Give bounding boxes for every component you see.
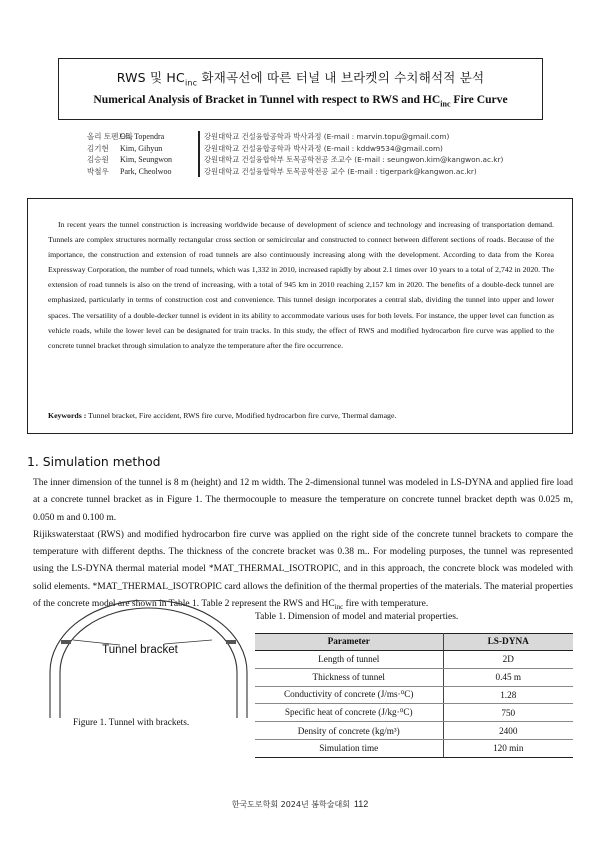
author-name-english: Kim, Gihyun <box>120 143 163 153</box>
table-cell: 2D <box>443 651 573 669</box>
page-footer <box>0 799 600 810</box>
abstract-box <box>27 198 573 434</box>
author-divider <box>198 131 200 177</box>
table-cell: Density of concrete (kg/m³) <box>255 722 443 740</box>
section-heading: 1. Simulation method <box>27 454 161 469</box>
paragraph: Rijikswaterstaat (RWS) and modified hydrocarbon fire curve was applied on the right side of the concrete tunnel brackets to compare the temperature with different depths. The thickness of the concrete bracket was 0.38 m.. For modeling purposes, the tunnel was represented using the LS-DYNA thermal material model *MAT_THERMAL_ISOTROPIC, and in this approach, the concrete block was modeled with solid elements. *MAT_THERMAL_ISOTROPIC card allows the definition of the thermal properties of the materials. The material properties of the concrete model are shown in Table 1. Table 2 represent the RWS and $HC_{inc}$ fire with temperature. <box>33 529 573 611</box>
figure-caption: Figure 1. Tunnel with brackets. <box>73 718 190 728</box>
figure-label: Tunnel bracket <box>102 644 178 656</box>
author-row <box>87 166 527 178</box>
table-row <box>255 704 573 722</box>
author-name-english: Oli, Topendra <box>120 132 165 141</box>
bracket-right <box>226 640 236 644</box>
table-cell: Simulation time <box>255 739 443 757</box>
page-number: 112 <box>353 799 369 809</box>
table-row <box>255 651 573 669</box>
title-english: Numerical Analysis of Bracket in Tunnel with respect to RWS and $HC_{inc}$ Fire Curve <box>93 93 508 109</box>
abstract-text: In recent years the tunnel construction is increasing worldwide because of development of science and technology and increasing of transportation demand. Tunnels are complex structures normally rectangular cross section or semicircular and constructed to connect between different sections of roads. Because of the importance, the construction and extension of road tunnels are also continuously increasing along with the development. According to data from the Korea Expressway Corporation, the number of road tunnels, which was 1,332 in 2010, increased rapidly by about 2.1 times over 10 years to a total of 2,742 in 2020. The extension of road tunnels is also on the trend of increasing, with a total of 945 km in 2010 reaching 2,157 km in 2020. The benefits of a double-deck tunnel are emphasized, particularly in terms of construction cost and convenience. This tunnel design incorporates a central slab, dividing the tunnel into upper and lower spaces. The versatility of a double-decker tunnel is evident in its ability to accommodate various uses for both levels. For instance, the upper level can function as vehicle roads, while the lower level can be designated for train tracks. In this study, the effect of RWS and modified hydrocarbon fire curve was applied to the concrete tunnel bracket through simulation to analyze the temperature after the fire occurrence. <box>48 220 554 350</box>
table-cell: Specific heat of concrete (J/kg·⁰C) <box>255 704 443 722</box>
table-cell: 2400 <box>443 722 573 740</box>
author-affiliation: 강원대학교 건설융합학부 토목공학전공 교수 (E-mail : tigerpark@kangwon.ac.kr) <box>204 166 477 176</box>
footer-text: 한국도로학회 2024년 봄학술대회 <box>231 800 350 809</box>
table-cell: 120 min <box>443 739 573 757</box>
keywords-text: Tunnel bracket, Fire accident, RWS fire curve, Modified hydrocarbon fire curve, Thermal damage. <box>88 411 397 420</box>
author-name-korean: 올리 토펜드라 <box>87 132 133 141</box>
author-name-korean: 박철우 <box>87 166 109 176</box>
properties-table <box>255 633 573 758</box>
title-box <box>58 58 543 120</box>
table-header-row <box>255 634 573 651</box>
table-cell: Length of tunnel <box>255 651 443 669</box>
table-cell: 0.45 m <box>443 668 573 686</box>
author-row <box>87 143 527 155</box>
paragraph: The inner dimension of the tunnel is 8 m (height) and 12 m width. The 2-dimensional tunnel was modeled in LS-DYNA and applied fire load at a concrete tunnel bracket as in Figure 1. The thermocouple to measure the temperature on concrete tunnel bracket depth was 0.025 m, 0.050 m and 0.100 m. <box>33 478 573 523</box>
author-name-english: Park, Cheolwoo <box>120 166 172 176</box>
table-row <box>255 668 573 686</box>
title-korean: RWS 및 $HC_{inc}$ 화재곡선에 따른 터널 내 브라켓의 수치해석적 분석 <box>116 70 485 88</box>
table-row <box>255 739 573 757</box>
author-affiliation: 강원대학교 건설융합공학과 박사과정 (E-mail : marvin.topu@gmail.com) <box>204 132 450 141</box>
keywords-label: Keywords : <box>48 411 89 420</box>
tunnel-figure <box>46 600 251 718</box>
author-name-english: Kim, Seungwon <box>120 155 172 164</box>
table-cell: 1.28 <box>443 686 573 704</box>
bracket-left <box>61 640 71 644</box>
author-name-korean: 김승원 <box>87 155 109 164</box>
table-cell: Conductivity of concrete (J/ms·⁰C) <box>255 686 443 704</box>
keywords <box>48 411 558 420</box>
table-caption: Table 1. Dimension of model and material properties. <box>255 612 459 622</box>
table-cell: 750 <box>443 704 573 722</box>
author-name-korean: 김기현 <box>87 143 109 153</box>
section-body <box>33 475 573 616</box>
author-affiliation: 강원대학교 건설융합학부 토목공학전공 조교수 (E-mail : seungwon.kim@kangwon.ac.kr) <box>204 155 504 164</box>
author-row <box>87 154 527 166</box>
table-cell: Thickness of tunnel <box>255 668 443 686</box>
author-row <box>87 131 527 143</box>
author-affiliation: 강원대학교 건설융합공학과 박사과정 (E-mail : kddw9534@gmail.com) <box>204 143 443 153</box>
table-row <box>255 722 573 740</box>
table-header: Parameter <box>255 634 443 651</box>
table-row <box>255 686 573 704</box>
author-list <box>87 131 527 177</box>
table-header: LS-DYNA <box>443 634 573 651</box>
